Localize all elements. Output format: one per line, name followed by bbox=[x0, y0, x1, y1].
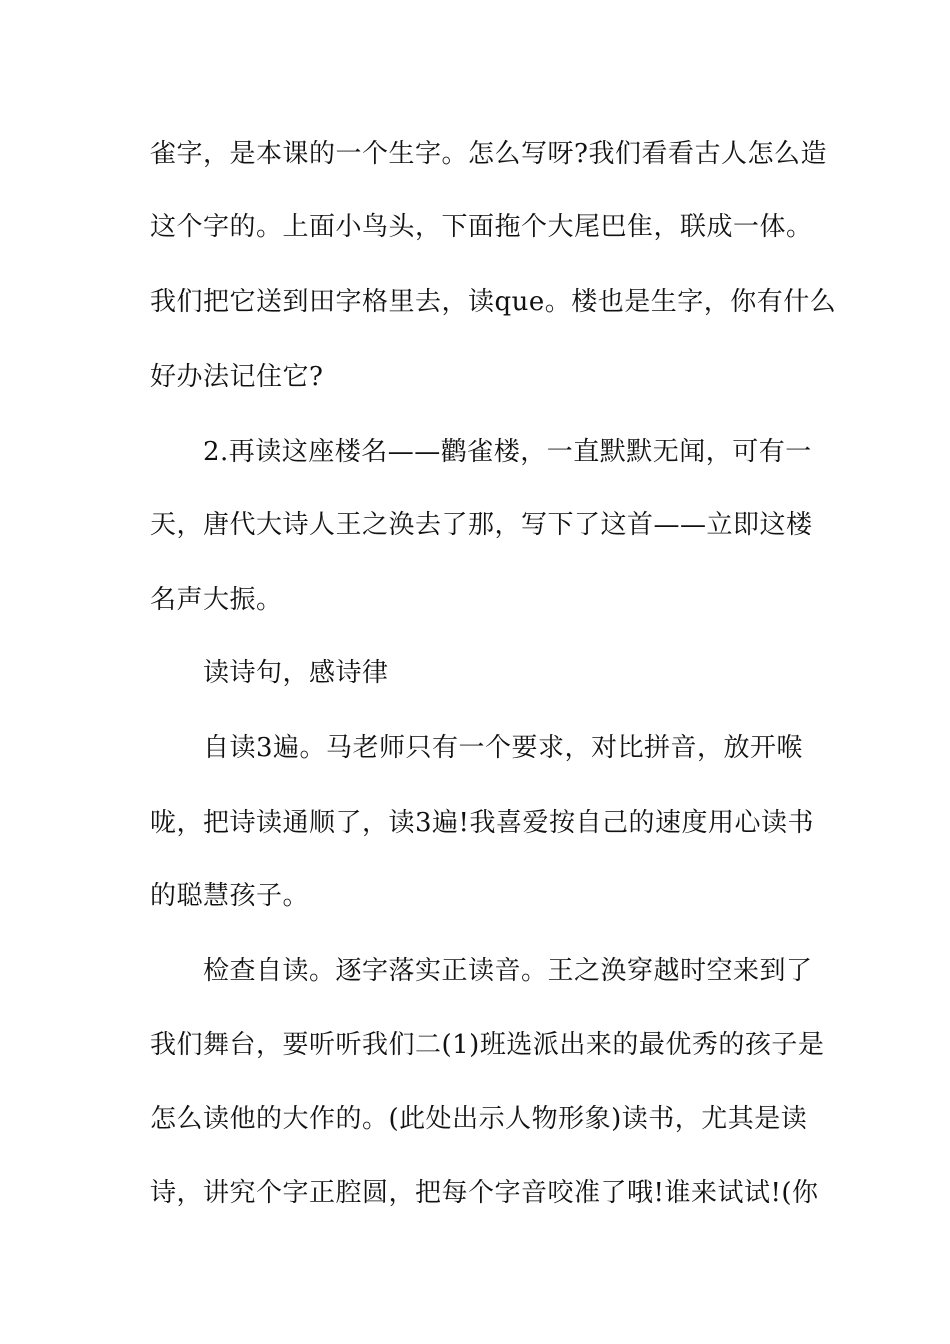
text-line: 我们舞台，要听听我们二(1)班选派出来的最优秀的孩子是 bbox=[150, 1030, 825, 1060]
text-line: 自读3遍。马老师只有一个要求，对比拼音，放开喉 bbox=[203, 733, 804, 763]
text-line: 咙，把诗读通顺了，读3遍!我喜爱按自己的速度用心读书 bbox=[150, 808, 814, 838]
text-line: 好办法记住它? bbox=[150, 362, 324, 392]
text-line: 我们把它送到田字格里去，读que。楼也是生字，你有什么 bbox=[150, 287, 837, 317]
section-heading: 读诗句，感诗律 bbox=[203, 658, 389, 688]
text-line: 天，唐代大诗人王之涣去了那，写下了这首——立即这楼 bbox=[150, 510, 813, 540]
text-line: 名声大振。 bbox=[150, 585, 283, 615]
text-line: 雀字，是本课的一个生字。怎么写呀?我们看看古人怎么造 bbox=[150, 139, 827, 169]
text-line: 2.再读这座楼名——鹳雀楼，一直默默无闻，可有一 bbox=[203, 437, 812, 467]
text-line: 的聪慧孩子。 bbox=[150, 881, 310, 911]
text-line: 诗，讲究个字正腔圆，把每个字音咬准了哦!谁来试试!(你 bbox=[150, 1178, 819, 1208]
text-line: 这个字的。上面小鸟头，下面拖个大尾巴隹，联成一体。 bbox=[150, 212, 813, 242]
text-line: 怎么读他的大作的。(此处出示人物形象)读书，尤其是读 bbox=[150, 1104, 808, 1134]
text-line: 检查自读。逐字落实正读音。王之涣穿越时空来到了 bbox=[203, 956, 813, 986]
